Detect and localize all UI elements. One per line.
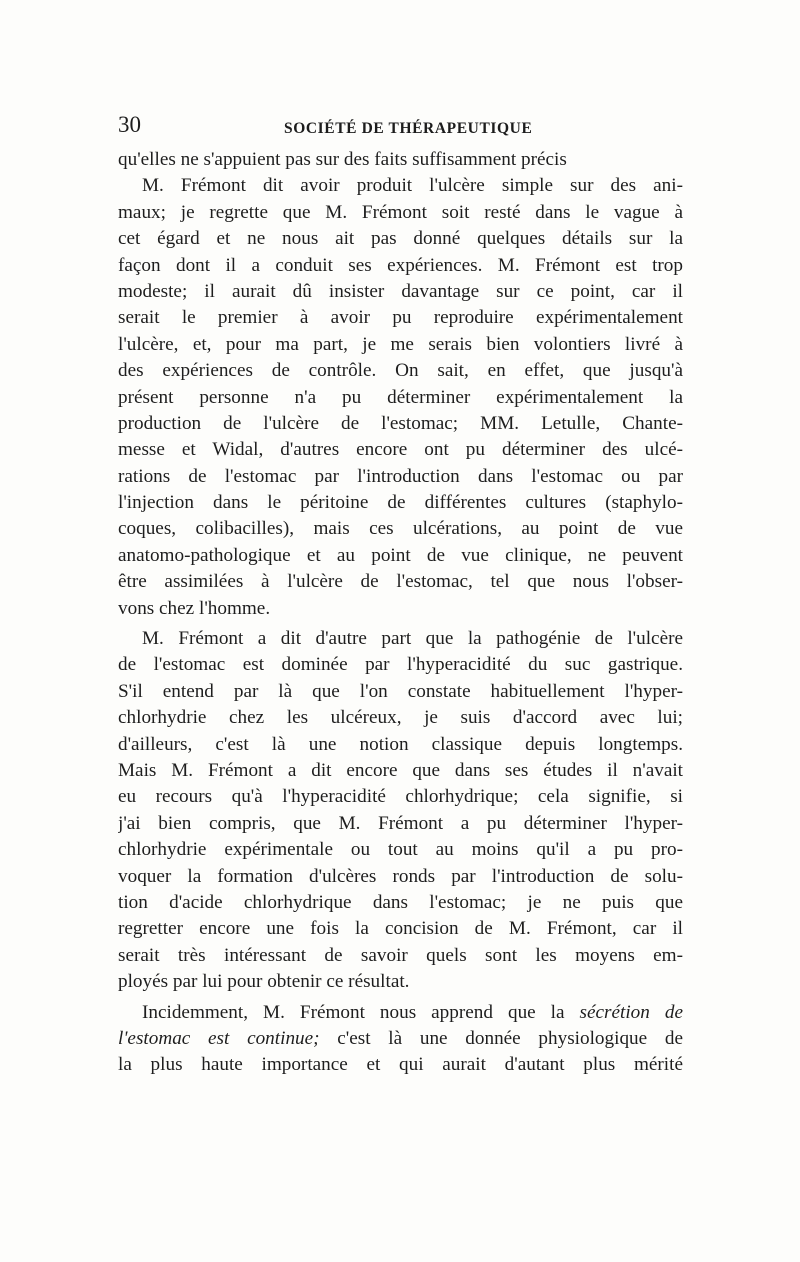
text-line: chlorhydrie expérimentale ou tout au moins qu'il a pu pro-	[118, 839, 683, 861]
text-line: de l'estomac est dominée par l'hyperacidité du suc gastrique.	[118, 654, 683, 676]
text-line: S'il entend par là que l'on constate habituellement l'hyper-	[118, 680, 683, 702]
text-line	[118, 1026, 683, 1052]
italic-phrase: sécrétion de	[579, 1001, 683, 1023]
text-fragment: c'est là une donnée physiologique de	[319, 1027, 683, 1049]
text-line: M. Frémont dit avoir produit l'ulcère simple sur des ani-	[142, 175, 683, 197]
page-number: 30	[118, 112, 141, 137]
text-line: regretter encore une fois la concision de M. Frémont, car il	[118, 918, 683, 940]
text-line	[118, 1000, 683, 1026]
text-line: l'injection dans le péritoine de différentes cultures (staphylo-	[118, 492, 683, 514]
text-line: qu'elles ne s'appuient pas sur des faits suffisamment précis	[118, 149, 567, 170]
text-line: serait très intéressant de savoir quels sont les moyens em-	[118, 944, 683, 966]
text-line: serait le premier à avoir pu reproduire expérimentalement	[118, 307, 683, 329]
text-line: maux; je regrette que M. Frémont soit resté dans le vague à	[118, 201, 683, 223]
page-header	[118, 112, 683, 146]
text-line: la plus haute importance et qui aurait d'autant plus mérité	[118, 1054, 683, 1076]
text-line: Mais M. Frémont a dit encore que dans ses études il n'avait	[118, 759, 683, 781]
text-line: anatomo-pathologique et au point de vue clinique, ne peuvent	[118, 544, 683, 566]
text-line: vons chez l'homme.	[118, 597, 271, 619]
text-line: j'ai bien compris, que M. Frémont a pu déterminer l'hyper-	[118, 812, 683, 834]
text-line: tion d'acide chlorhydrique dans l'estomac; je ne puis que	[118, 891, 683, 913]
text-fragment: Incidemment, M. Frémont nous apprend que la	[142, 1001, 580, 1023]
text-line: eu recours qu'à l'hyperacidité chlorhydrique; cela signifie, si	[118, 786, 683, 808]
italic-phrase: l'estomac est continue;	[118, 1027, 320, 1049]
text-line: M. Frémont a dit d'autre part que la pathogénie de l'ulcère	[142, 628, 683, 650]
text-line: voquer la formation d'ulcères ronds par l'introduction de solu-	[118, 865, 683, 887]
text-line: présent personne n'a pu déterminer expérimentalement la	[118, 386, 683, 408]
text-line: façon dont il a conduit ses expériences. M. Frémont est trop	[118, 254, 683, 276]
text-line: chlorhydrie chez les ulcéreux, je suis d'accord avec lui;	[118, 707, 683, 729]
text-line: cet égard et ne nous ait pas donné quelques détails sur la	[118, 228, 683, 250]
text-line: être assimilées à l'ulcère de l'estomac, tel que nous l'obser-	[118, 571, 683, 593]
running-head: SOCIÉTÉ DE THÉRAPEUTIQUE	[284, 120, 533, 137]
text-line: modeste; il aurait dû insister davantage sur ce point, car il	[118, 280, 683, 302]
text-line: production de l'ulcère de l'estomac; MM. Letulle, Chante-	[118, 412, 683, 434]
text-line: messe et Widal, d'autres encore ont pu déterminer des ulcé-	[118, 439, 683, 461]
text-line: coques, colibacilles), mais ces ulcérations, au point de vue	[118, 518, 683, 540]
text-line: rations de l'estomac par l'introduction dans l'estomac ou par	[118, 465, 683, 487]
text-line: l'ulcère, et, pour ma part, je me serais bien volontiers livré à	[118, 333, 683, 355]
body-text	[118, 147, 683, 1079]
text-line: d'ailleurs, c'est là une notion classique depuis longtemps.	[118, 733, 683, 755]
text-line: des expériences de contrôle. On sait, en effet, que jusqu'à	[118, 360, 683, 382]
text-line: ployés par lui pour obtenir ce résultat.	[118, 971, 410, 993]
